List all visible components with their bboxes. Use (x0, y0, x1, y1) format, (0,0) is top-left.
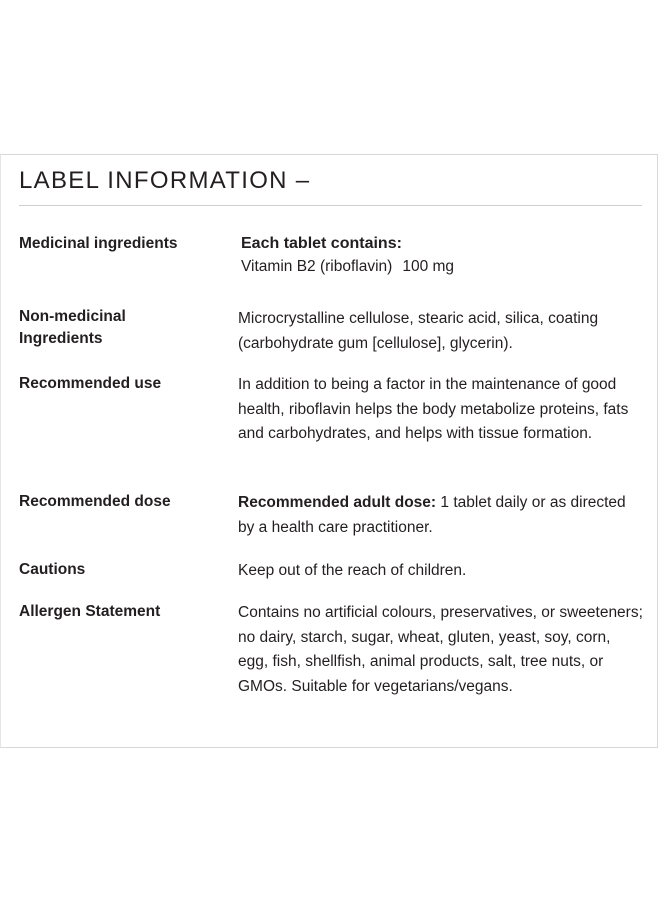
value-recommended-dose (238, 491, 643, 540)
label-recommended-use: Recommended use (19, 375, 162, 392)
label-line-2: Ingredients (19, 330, 103, 347)
label-medicinal-ingredients: Medicinal ingredients (19, 235, 178, 252)
label-line-1: Non-medicinal (19, 308, 126, 325)
label-non-medicinal-ingredients (19, 306, 224, 350)
value-non-medicinal-ingredients: Microcrystalline cellulose, stearic acid, silica, coating (carbohydrate gum [cellulose], glycerin). (238, 310, 599, 352)
ingredient-line (241, 255, 646, 279)
value-recommended-use: In addition to being a factor in the maintenance of good health, riboflavin helps the body metabolize proteins, fats and carbohydrates, and helps with tissue formation. (238, 376, 629, 442)
value-cautions: Keep out of the reach of children. (238, 562, 467, 579)
label-allergen-statement: Allergen Statement (19, 603, 161, 620)
ingredient-name: Vitamin B2 (riboflavin) (241, 258, 393, 275)
label-recommended-dose: Recommended dose (19, 493, 171, 510)
value-medicinal-ingredients (241, 233, 646, 279)
heading-divider (19, 205, 642, 206)
recommended-adult-dose-label: Recommended adult dose: (238, 494, 437, 511)
label-information-panel (0, 154, 658, 748)
section-heading: LABEL INFORMATION – (19, 167, 311, 194)
label-cautions: Cautions (19, 561, 86, 578)
value-allergen-statement: Contains no artificial colours, preservatives, or sweeteners; no dairy, starch, sugar, wheat, gluten, yeast, soy, corn, egg, fish, shellfish, animal products, salt, tree nuts, or GMOs. Suitable for vegetarians/vegans. (238, 604, 643, 695)
contains-title: Each tablet contains: (241, 235, 402, 252)
recommended-adult-dose-text: 1 tablet daily or as directed by a health care practitioner. (238, 494, 626, 536)
ingredient-amount: 100 mg (402, 258, 455, 275)
